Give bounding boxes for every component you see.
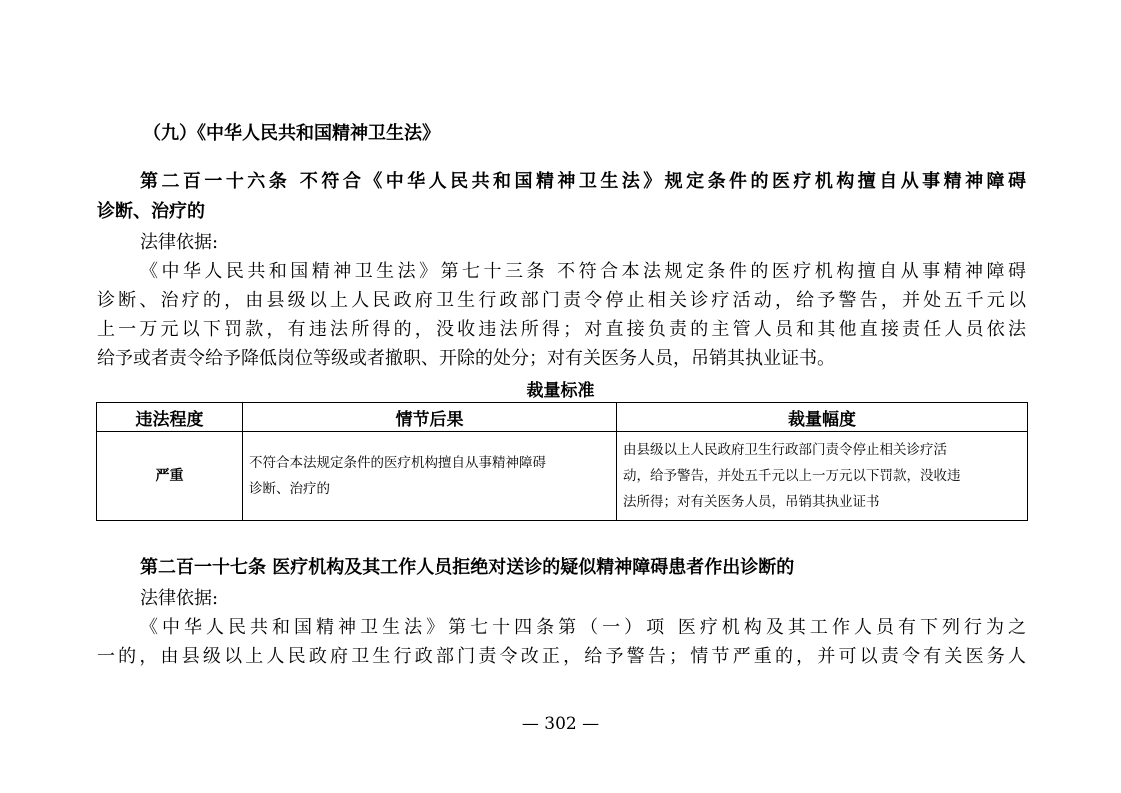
cell-consequence-line: 不符合本法规定条件的医疗机构擅自从事精神障碍	[249, 455, 546, 471]
article-216-title-line-1: 第二百一十六条 不符合《中华人民共和国精神卫生法》规定条件的医疗机构擅自从事精神障碍	[140, 171, 1026, 192]
cell-consequence-line: 诊断、治疗的	[249, 481, 330, 497]
article-216-title-line-2: 诊断、治疗的	[97, 201, 205, 222]
header-circumstances: 情节后果	[243, 403, 617, 432]
table-header-row	[97, 403, 1028, 432]
article-216-text-line: 《中华人民共和国精神卫生法》第七十三条 不符合本法规定条件的医疗机构擅自从事精神障碍	[140, 261, 1026, 282]
cell-range-line: 法所得；对有关医务人员，吊销其执业证书	[623, 494, 880, 510]
article-216-text-line: 上一万元以下罚款，有违法所得的，没收违法所得；对直接负责的主管人员和其他直接责任人员依法	[97, 319, 1026, 340]
standard-table-title: 裁量标准	[526, 381, 595, 401]
cell-range-line: 由县级以上人民政府卫生行政部门责令停止相关诊疗活	[623, 442, 947, 458]
discretion-standard-table	[96, 402, 1028, 521]
cell-range-line: 动，给予警告，并处五千元以上一万元以下罚款，没收违	[623, 468, 961, 484]
article-217-basis-label: 法律依据:	[140, 588, 219, 609]
cell-consequence	[243, 432, 617, 521]
article-216-text-line: 给予或者责令给予降低岗位等级或者撤职、开除的处分；对有关医务人员，吊销其执业证书。	[97, 348, 835, 369]
section-heading: （九）《中华人民共和国精神卫生法》	[143, 123, 440, 144]
article-217-title: 第二百一十七条 医疗机构及其工作人员拒绝对送诊的疑似精神障碍患者作出诊断的	[140, 557, 795, 578]
article-216-basis-label: 法律依据:	[140, 232, 219, 253]
header-discretion-range: 裁量幅度	[617, 403, 1028, 432]
cell-level: 严重	[97, 432, 243, 521]
cell-range	[617, 432, 1028, 521]
page-number: — 302 —	[521, 714, 600, 734]
article-217-text-line: 《中华人民共和国精神卫生法》第七十四条第（一）项 医疗机构及其工作人员有下列行为之	[140, 617, 1026, 638]
table-row	[97, 432, 1028, 521]
article-217-text-line: 一的，由县级以上人民政府卫生行政部门责令改正，给予警告；情节严重的，并可以责令有关医务人	[97, 646, 1026, 667]
header-violation-level: 违法程度	[97, 403, 243, 432]
article-216-text-line: 诊断、治疗的，由县级以上人民政府卫生行政部门责令停止相关诊疗活动，给予警告，并处五千元以	[97, 290, 1026, 311]
